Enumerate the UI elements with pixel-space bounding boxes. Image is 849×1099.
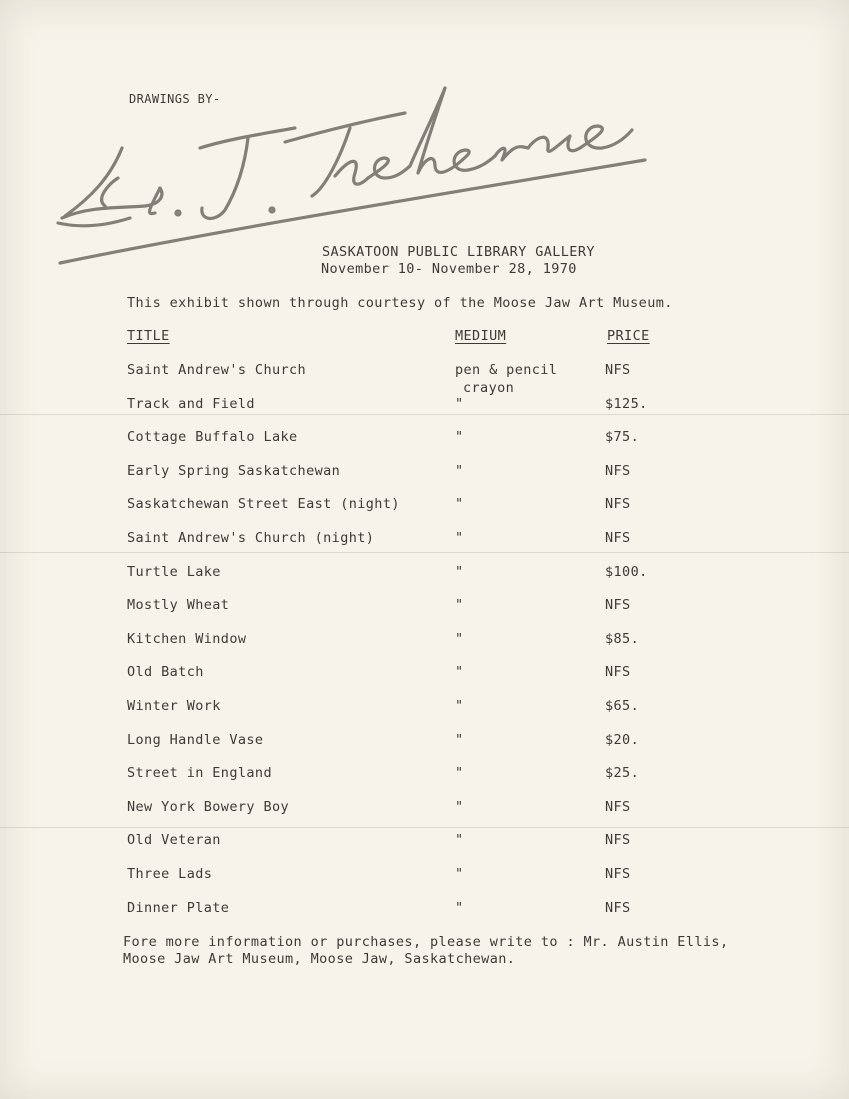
artwork-price: $100.	[605, 563, 648, 580]
table-row	[0, 496, 849, 516]
medium-continuation: crayon	[463, 380, 515, 396]
artwork-title: Mostly Wheat	[127, 597, 230, 614]
artwork-title: Saint Andrew's Church (night)	[127, 530, 375, 546]
table-row	[0, 664, 849, 684]
artwork-title: Old Batch	[127, 664, 204, 681]
artwork-price: $20.	[605, 731, 640, 748]
table-row	[0, 631, 849, 651]
artwork-price: NFS	[605, 597, 631, 614]
artwork-medium: "	[455, 698, 464, 714]
table-row	[0, 866, 849, 886]
artwork-price: $25.	[605, 765, 640, 782]
artwork-title: Street in England	[127, 765, 272, 782]
table-row	[0, 732, 849, 752]
courtesy-note: This exhibit shown through courtesy of the Moose Jaw Art Museum.	[127, 295, 673, 311]
artwork-title: Winter Work	[127, 698, 221, 714]
artwork-title: Long Handle Vase	[127, 731, 264, 748]
artwork-title: Track and Field	[127, 395, 255, 412]
artwork-title: New York Bowery Boy	[127, 798, 290, 815]
artwork-price: $65.	[605, 698, 640, 714]
artwork-medium: "	[455, 429, 464, 446]
table-row	[0, 832, 849, 852]
artwork-price: NFS	[605, 866, 631, 882]
paper-fold-line	[0, 552, 849, 553]
artwork-title: Three Lads	[127, 866, 213, 882]
artwork-title: Cottage Buffalo Lake	[127, 429, 298, 446]
table-row	[0, 900, 849, 920]
artwork-medium: "	[455, 563, 464, 580]
column-header-title: TITLE	[127, 328, 170, 344]
artwork-medium: pen & pencil	[455, 362, 558, 378]
artwork-medium: "	[455, 462, 464, 479]
contact-note-line-1: Fore more information or purchases, please write to : Mr. Austin Ellis,	[123, 934, 729, 950]
artwork-price: NFS	[605, 362, 631, 378]
table-row	[0, 463, 849, 483]
artwork-title: Kitchen Window	[127, 630, 247, 647]
table-row	[0, 698, 849, 718]
exhibit-dates: November 10- November 28, 1970	[321, 261, 577, 277]
column-header-price: PRICE	[607, 328, 650, 344]
artwork-price: NFS	[605, 462, 631, 479]
table-row	[0, 530, 849, 550]
artwork-price: NFS	[605, 899, 631, 916]
artwork-medium: "	[455, 496, 464, 513]
artwork-title: Early Spring Saskatchewan	[127, 462, 341, 479]
table-row	[0, 362, 849, 382]
artwork-price: NFS	[605, 496, 631, 513]
drawings-by-label: DRAWINGS BY-	[129, 92, 221, 106]
table-row	[0, 799, 849, 819]
artwork-price: NFS	[605, 664, 631, 681]
gallery-name: SASKATOON PUBLIC LIBRARY GALLERY	[322, 244, 595, 260]
artwork-title: Turtle Lake	[127, 563, 221, 580]
artwork-price: $85.	[605, 630, 640, 647]
artwork-title: Dinner Plate	[127, 899, 230, 916]
artwork-medium: "	[455, 597, 464, 614]
table-row	[0, 429, 849, 449]
artwork-medium: "	[455, 395, 464, 412]
artwork-title: Saskatchewan Street East (night)	[127, 496, 400, 513]
artwork-price: $75.	[605, 429, 640, 446]
artwork-medium: "	[455, 664, 464, 681]
artwork-price: NFS	[605, 530, 631, 546]
artwork-medium: "	[455, 798, 464, 815]
table-row	[0, 564, 849, 584]
artwork-title: Old Veteran	[127, 832, 221, 849]
artwork-price: NFS	[605, 832, 631, 849]
artwork-price: NFS	[605, 798, 631, 815]
contact-note-line-2: Moose Jaw Art Museum, Moose Jaw, Saskatchewan.	[123, 951, 516, 967]
column-header-medium: MEDIUM	[455, 328, 507, 344]
table-row	[0, 396, 849, 416]
artwork-medium: "	[455, 530, 464, 546]
artwork-medium: "	[455, 765, 464, 782]
artwork-medium: "	[455, 866, 464, 882]
paper-fold-line	[0, 827, 849, 828]
artwork-medium: "	[455, 899, 464, 916]
table-row	[0, 765, 849, 785]
artwork-price: $125.	[605, 395, 648, 412]
artwork-medium: "	[455, 630, 464, 647]
artwork-medium: "	[455, 832, 464, 849]
table-row	[0, 597, 849, 617]
artwork-medium: "	[455, 731, 464, 748]
artwork-title: Saint Andrew's Church	[127, 362, 307, 378]
